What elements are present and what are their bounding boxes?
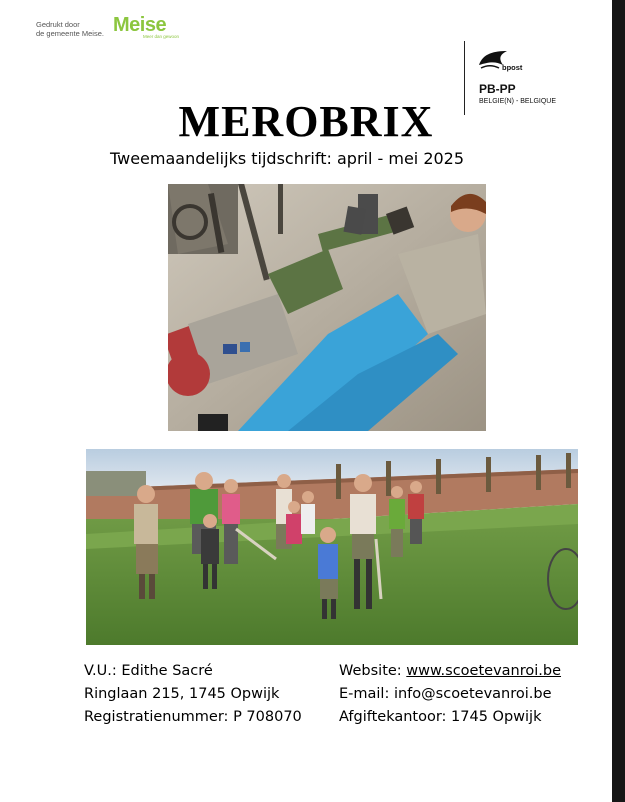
vu-label: V.U.: [84, 663, 117, 679]
meise-logo-tagline: Meer dan gewoon [143, 34, 180, 39]
office-label: Afgiftekantoor: [339, 709, 447, 725]
meise-logo-text: Meise [113, 14, 167, 36]
page-edge [612, 0, 625, 802]
website-line [339, 660, 561, 683]
bpost-logo [477, 49, 523, 75]
photo-scouts-lying [168, 184, 486, 431]
photo-kids-playing [86, 449, 578, 645]
office-value: 1745 Opwijk [451, 709, 542, 725]
publisher-address: Ringlaan 215, 1745 Opwijk [84, 686, 280, 702]
magazine-subtitle: Tweemaandelijks tijdschrift: april - mei 2025 [110, 149, 465, 168]
printed-by-line2: de gemeente Meise. [36, 29, 104, 38]
registration-number [84, 706, 302, 729]
contact-info [339, 660, 561, 729]
vu-name: Edithe Sacré [121, 663, 213, 679]
email-label: E-mail: [339, 686, 390, 702]
responsible-publisher [84, 660, 302, 683]
website-label: Website: [339, 663, 402, 679]
registration-value: P 708070 [233, 709, 302, 725]
bpost-wordmark: bpost [502, 63, 523, 72]
website-link[interactable]: www.scoetevanroi.be [406, 663, 562, 679]
meise-logo [113, 15, 179, 39]
photo-kids-playing-image [86, 449, 578, 645]
photo-scouts-lying-image [168, 184, 486, 431]
postal-code: PB-PP [479, 82, 516, 96]
printed-by-line1: Gedrukt door [36, 20, 80, 29]
office-line [339, 706, 561, 729]
email-line [339, 683, 561, 706]
printed-by-note [36, 20, 104, 38]
postal-country: BELGIE(N) - BELGIQUE [479, 98, 557, 105]
magazine-title: MEROBRIX [178, 97, 434, 146]
email-value: info@scoetevanroi.be [393, 686, 552, 702]
registration-label: Registratienummer: [84, 709, 229, 725]
publisher-info [84, 660, 302, 729]
